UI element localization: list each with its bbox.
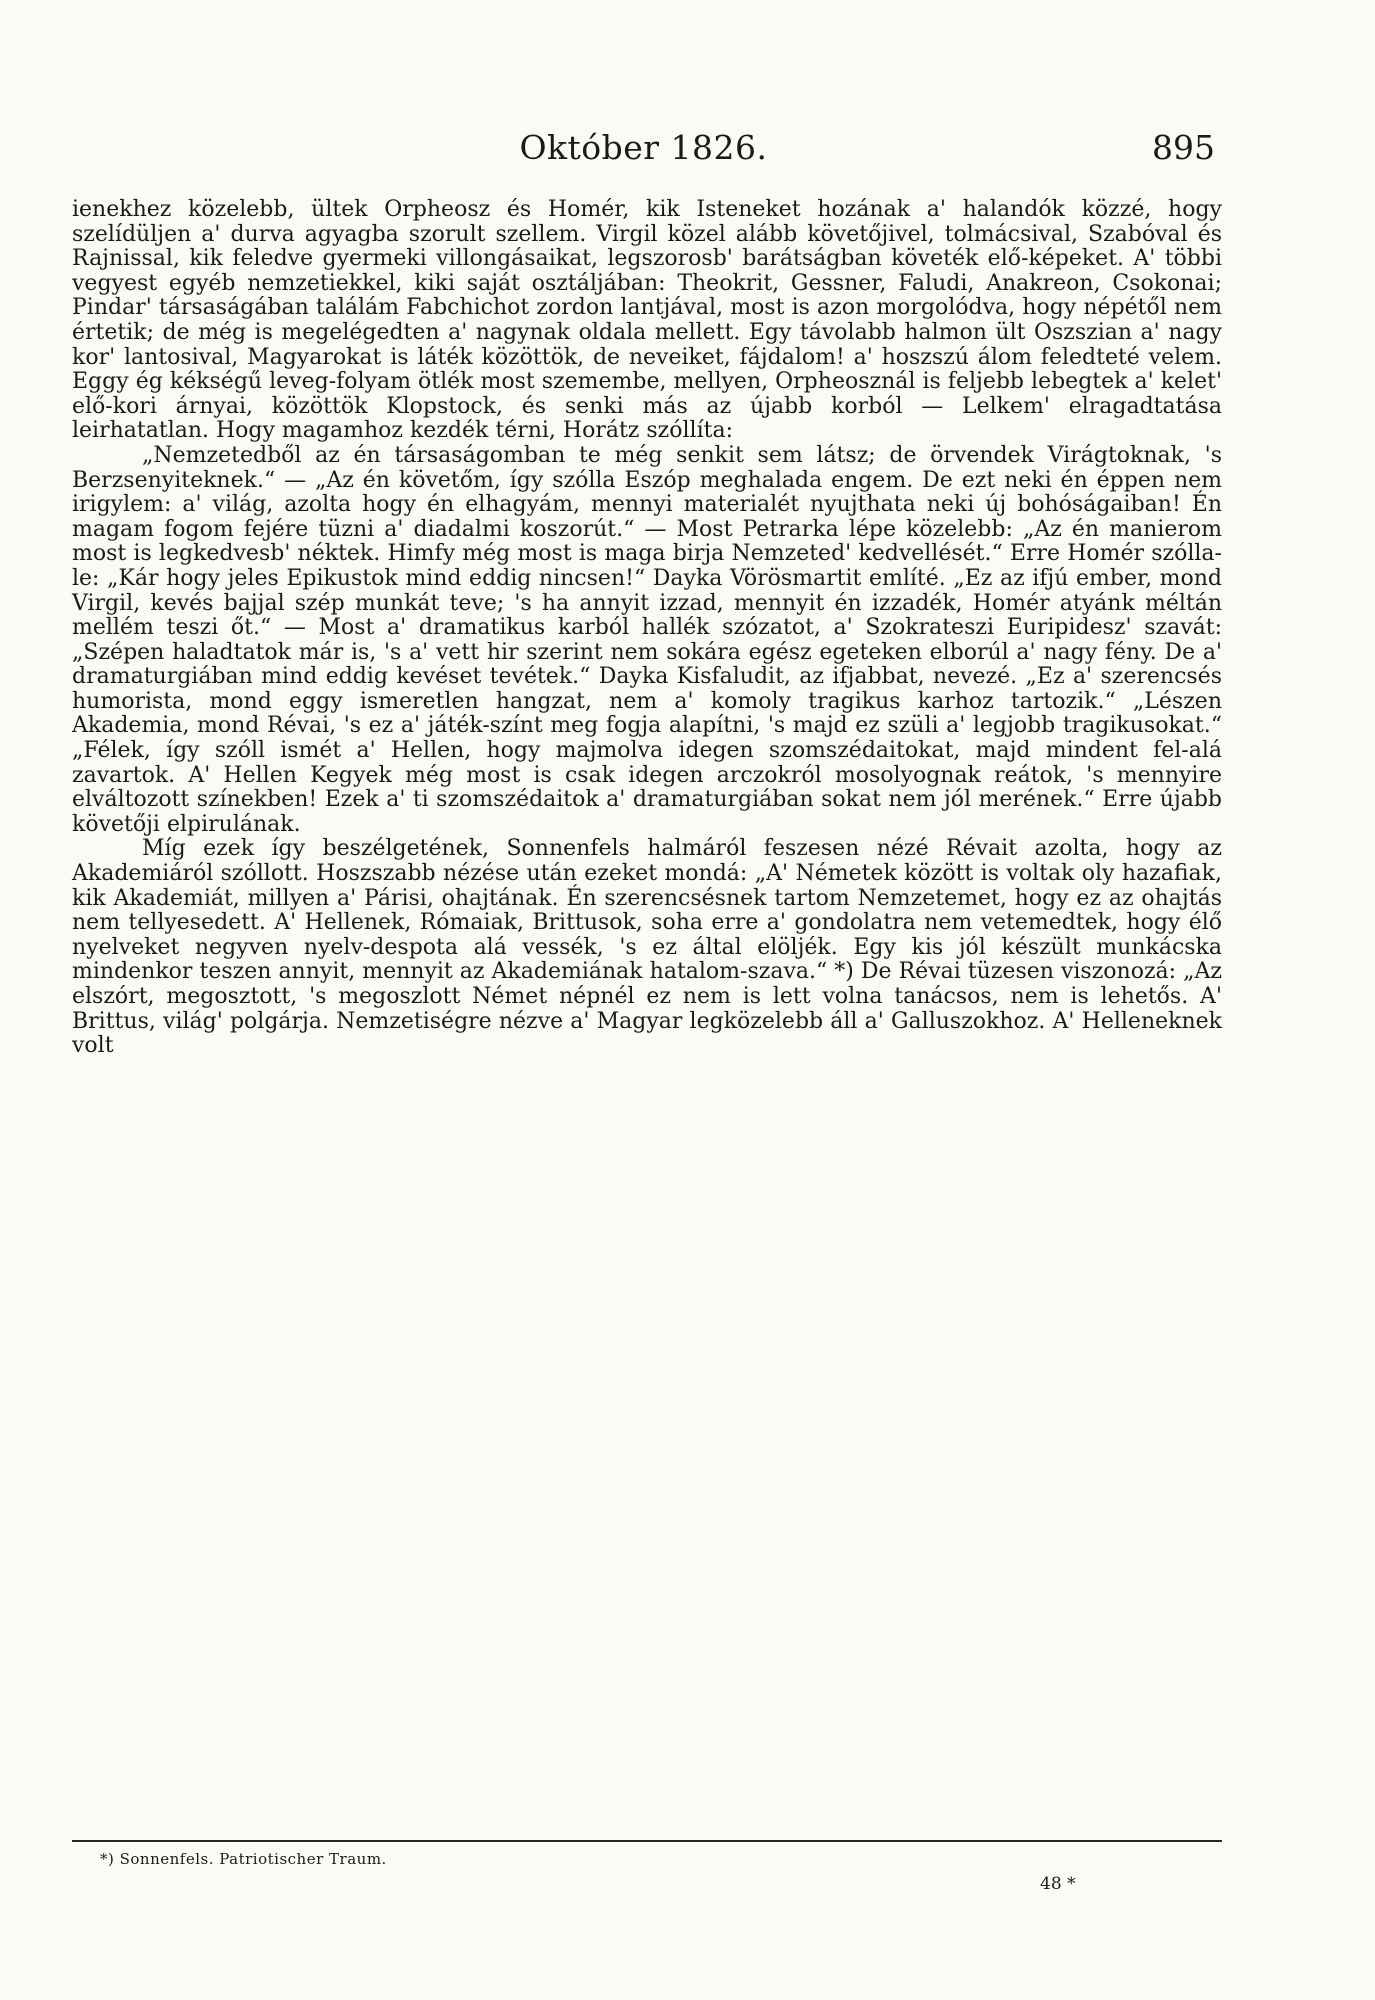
footnote-divider — [72, 1840, 1222, 1842]
paragraph-continuation: ienekhez közelebb, ültek Orpheosz és Homér, kik Isteneket hozának a' halandók közzé, hogy szelídüljen a' durva agyagba szorult szellem. Virgil közel alább követőjivel, tolmácsival, Szabóval és Rajnissal, kik feledve gyermeki villongásaikat, legszorosb' barátságban követék elő-képeket. A' többi vegyest egyéb nemzetiekkel, kiki saját osztáljában: Theokrit, Gessner, Faludi, Anakreon, Csokonai; Pindar' társaságában találám Fabchichot zordon lantjával, most is azon morgolódva, hogy népétől nem értetik; de még is megelégedten a' nagynak oldala mellett. Egy távolabb halmon ült Oszszian a' nagy kor' lantosival, Magyarokat is láték közöttök, de neveiket, fájdalom! a' hoszszú álom feledteté velem. Eggy ég kékségű leveg-folyam ötlék most szemembe, mellyen, Orpheosznál is feljebb lebegtek a' kelet' elő-kori árnyai, közöttök Klopstock, és senki más az újabb korból — Lelkem' elragadtatása leirhatatlan. Hogy magamhoz kezdék térni, Horátz szóllíta: — [72, 197, 1222, 444]
page-number: 895 — [1152, 128, 1215, 167]
paragraph-sonnenfels: Míg ezek így beszélgetének, Sonnenfels halmáról feszesen nézé Révait azolta, hogy az Akademiáról szóllott. Hoszszabb nézése után ezeket mondá: „A' Németek között is voltak oly hazafiak, kik Akademiát, millyen a' Párisi, ohajtának. Én szerencsésnek tartom Nemzetemet, hogy ez az ohajtás nem tellyesedett. A' Hellenek, Rómaiak, Brittusok, soha erre a' gondolatra nem vetemedtek, hogy élő nyelveket negyven nyelv-despota alá vessék, 's ez által elöljék. Egy kis jól készült munkácska mindenkor teszen annyit, mennyit az Akademiának hatalom-szava.“ *) De Révai tüzesen viszonozá: „Az elszórt, megosztott, 's megoszlott Német népnél ez nem is lett volna tanácsos, nem is lehetős. A' Brittus, világ' polgárja. Nemzetiségre nézve a' Magyar legközelebb áll a' Galluszokhoz. A' Helleneknek volt — [72, 836, 1222, 1059]
paragraph-dialogue: „Nemzetedből az én társaságomban te még senkit sem látsz; de örvendek Virágtoknak, 's Berzsenyiteknek.“ — „Az én követőm, így szólla Eszóp meghalada engem. De ezt neki én éppen nem irigylem: a' világ, azolta hogy én elhagyám, mennyi materialét nyujthata neki új bohóságaiban! Én magam fogom fejére tüzni a' diadalmi koszorút.“ — Most Petrarka lépe közelebb: „Az én manierom most is legkedvesb' néktek. Himfy még most is maga birja Nemzeted' kedvellését.“ Erre Homér szólla-le: „Kár hogy jeles Epikustok mind eddig nincsen!“ Dayka Vörösmartit említé. „Ez az ifjú ember, mond Virgil, kevés bajjal szép munkát teve; 's ha annyit izzad, mennyit én izzadék, Homér atyánk méltán mellém teszi őt.“ — Most a' dramatikus karból hallék szózatot, a' Szokrateszi Euripidesz' szavát: „Szépen haladtatok már is, 's a' vett hir szerint nem sokára egész egeteken elborúl a' nagy fény. De a' dramaturgiában mind eddig kevéset tevétek.“ Dayka Kisfaludit, az ifjabbat, nevezé. „Ez a' szerencsés humorista, mond eggy ismeretlen hangzat, nem a' komoly tragikus karhoz tartozik.“ „Lészen Akademia, mond Révai, 's ez a' játék-színt meg fogja alapítni, 's majd ez szüli a' legjobb tragikusokat.“ „Félek, így szóll ismét a' Hellen, hogy majmolva idegen szomszédaitokat, majd mindent fel-alá zavartok. A' Hellen Kegyek még most is csak idegen arczokról mosolyognak reátok, 's mennyire elváltozott színekben! Ezek a' ti szomszédaitok a' dramaturgiában sokat nem jól merének.“ Erre újabb követőji elpirulának. — [72, 442, 1222, 837]
body-text — [72, 198, 1222, 1059]
signature-mark: 48 * — [1040, 1874, 1076, 1894]
running-title: Október 1826. — [519, 128, 768, 167]
footnote: *) Sonnenfels. Patriotischer Traum. — [100, 1850, 387, 1868]
page-header — [72, 128, 1215, 188]
